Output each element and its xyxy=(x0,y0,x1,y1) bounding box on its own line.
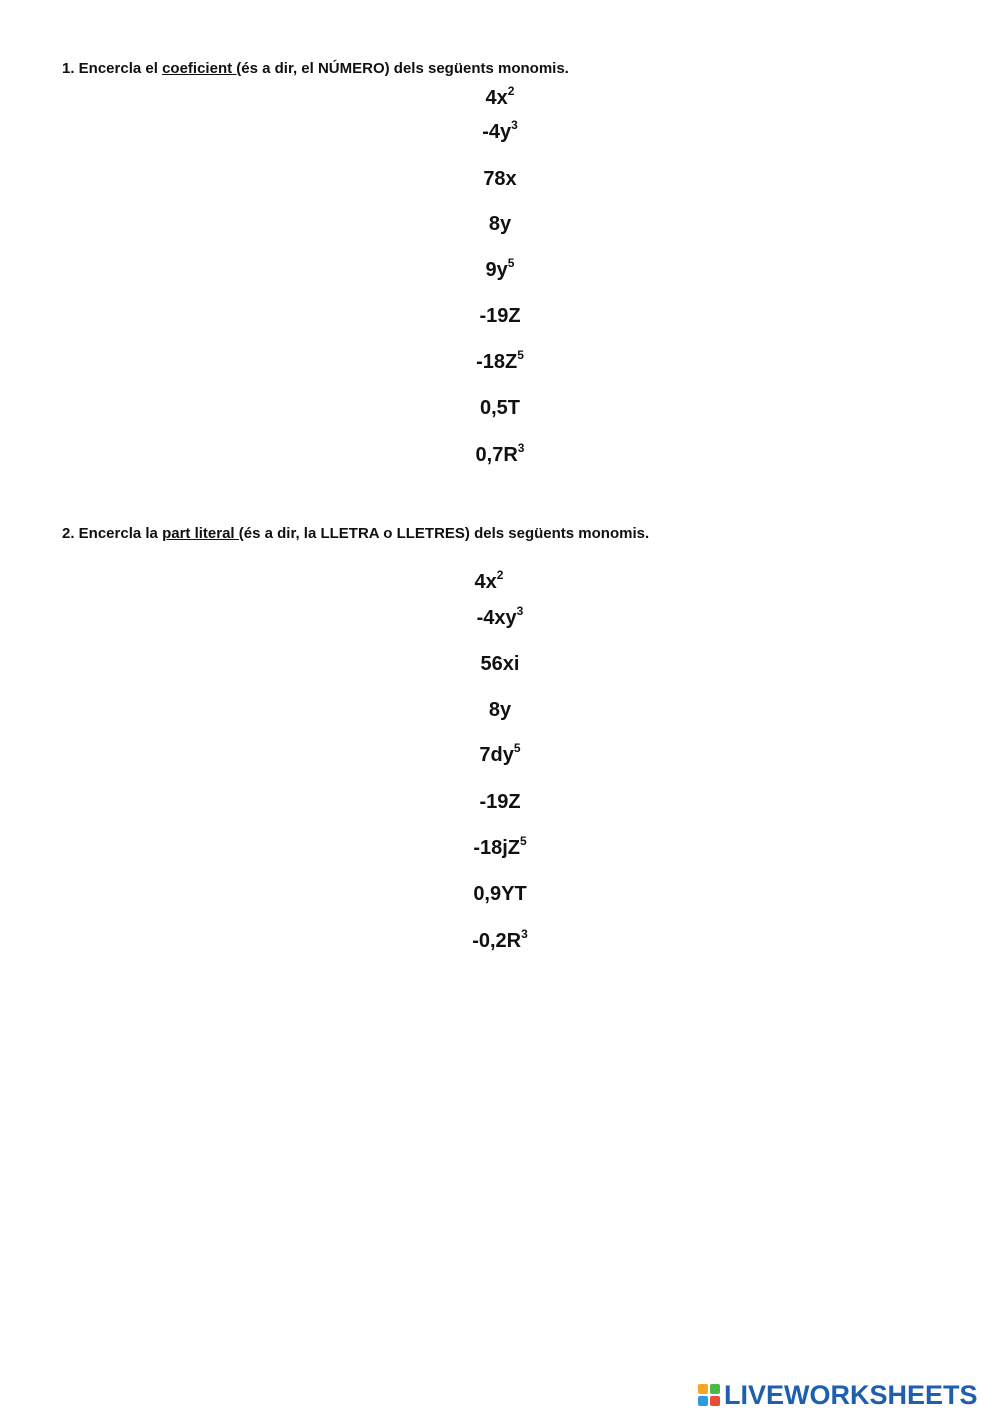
logo-text: LIVEWORKSHEETS xyxy=(724,1379,978,1410)
monomial-exponent: 2 xyxy=(496,568,504,582)
monomial-exponent: 3 xyxy=(511,118,518,132)
monomial-2-5[interactable] xyxy=(0,743,1000,767)
monomial-exponent: 3 xyxy=(521,927,528,941)
monomial-1-7[interactable] xyxy=(0,350,1000,374)
monomial-exponent: 3 xyxy=(516,604,524,618)
monomial-base: -18Z xyxy=(476,351,518,373)
monomial-2-1[interactable] xyxy=(0,570,989,594)
monomial-1-2[interactable] xyxy=(0,120,1000,144)
monomial-exponent: 5 xyxy=(517,348,524,362)
monomial-base: 8y xyxy=(488,699,512,721)
monomial-1-9[interactable] xyxy=(0,443,1000,467)
instruction-2-suffix: és a dir, la LLETRA o LLETRES) dels següents monomis. xyxy=(243,525,650,542)
monomial-2-9[interactable] xyxy=(0,929,1000,953)
instruction-1 xyxy=(62,60,569,77)
monomial-base: -18jZ xyxy=(473,837,520,859)
monomial-base: -19Z xyxy=(479,791,521,813)
monomial-base: 0,7R xyxy=(475,444,518,466)
monomial-exponent: 5 xyxy=(520,834,527,848)
monomial-base: -4xy xyxy=(476,607,517,629)
monomial-base: 4x xyxy=(485,87,508,109)
monomial-2-2[interactable] xyxy=(0,606,1000,630)
monomial-exponent: 5 xyxy=(513,741,521,755)
monomial-base: -0,2R xyxy=(472,930,522,952)
monomial-exponent: 2 xyxy=(507,84,515,98)
instruction-2-keyword: part literal ( xyxy=(162,525,244,542)
instruction-1-suffix: és a dir, el NÚMERO) dels següents monomis. xyxy=(241,60,569,77)
instruction-2-prefix: 2. Encercla la xyxy=(62,525,163,542)
monomial-base: 0,5T xyxy=(479,397,521,419)
monomial-base: 7dy xyxy=(479,744,514,766)
monomial-base: 9y xyxy=(485,259,508,281)
monomial-base: 0,9YT xyxy=(473,883,527,905)
monomial-1-4[interactable] xyxy=(0,212,1000,236)
monomial-base: -19Z xyxy=(479,305,521,327)
monomial-1-6[interactable] xyxy=(0,304,1000,328)
monomial-1-1[interactable] xyxy=(0,86,1000,110)
monomial-2-6[interactable] xyxy=(0,790,1000,814)
logo-grid-icon xyxy=(698,1384,720,1406)
monomial-base: 4x xyxy=(474,571,497,593)
monomial-1-8[interactable] xyxy=(0,396,1000,420)
liveworksheets-logo xyxy=(698,1375,978,1415)
monomial-2-7[interactable] xyxy=(0,836,1000,860)
logo-square-1 xyxy=(698,1384,708,1394)
monomial-2-4[interactable] xyxy=(0,698,1000,722)
logo-square-3 xyxy=(698,1396,708,1406)
monomial-2-8[interactable] xyxy=(0,882,1000,906)
monomial-base: -4y xyxy=(482,121,512,143)
monomial-base: 8y xyxy=(488,213,512,235)
instruction-2 xyxy=(62,525,649,542)
monomial-2-3[interactable] xyxy=(0,652,1000,676)
logo-square-2 xyxy=(710,1384,720,1394)
monomial-1-3[interactable] xyxy=(0,167,1000,191)
monomial-exponent: 3 xyxy=(517,441,525,455)
logo-square-4 xyxy=(710,1396,720,1406)
instruction-1-prefix: 1. Encercla el xyxy=(62,60,163,77)
monomial-exponent: 5 xyxy=(507,256,515,270)
monomial-base: 56xi xyxy=(480,653,520,675)
monomial-base: 78x xyxy=(483,168,517,190)
monomial-1-5[interactable] xyxy=(0,258,1000,282)
instruction-1-keyword: coeficient ( xyxy=(162,60,242,77)
